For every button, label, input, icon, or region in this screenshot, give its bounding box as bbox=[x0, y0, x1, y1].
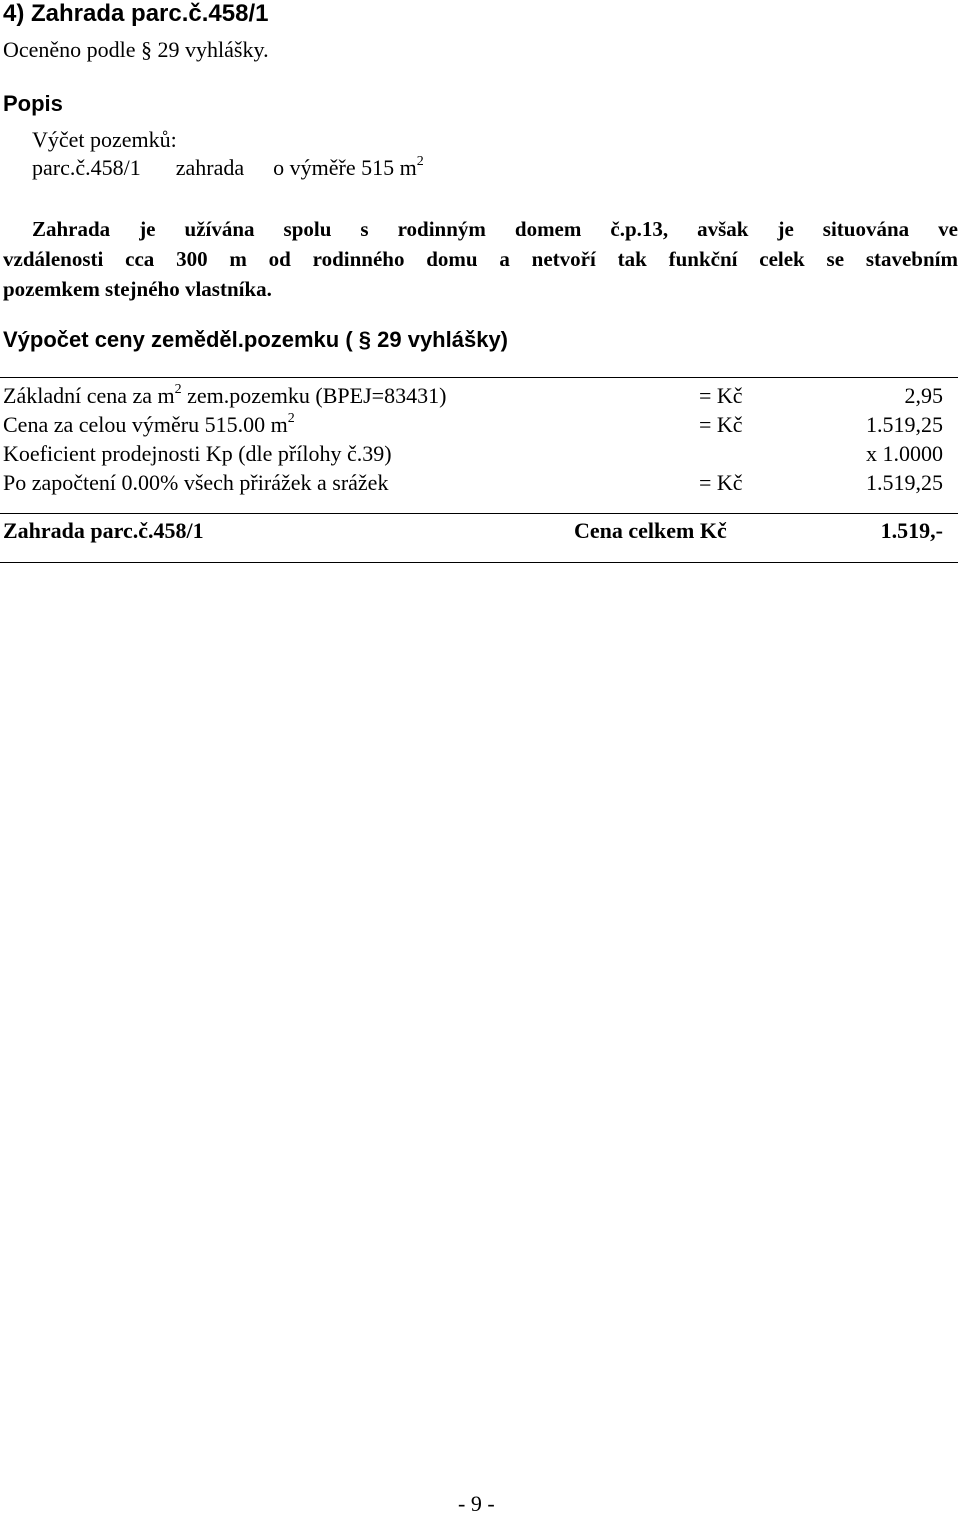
parcel-area: o výměře 515 m bbox=[273, 155, 417, 180]
row-value: 1.519,25 bbox=[866, 470, 943, 495]
row-value: 1.519,25 bbox=[866, 412, 943, 437]
row-label: Základní cena za $m^2$ zem.pozemku (BPEJ=83431) bbox=[3, 381, 447, 408]
calc-row-coefficient bbox=[3, 441, 943, 470]
calc-row-total-area-price bbox=[3, 412, 943, 441]
row-label: Cena za celou výměru 515.00 $m^2$ bbox=[3, 410, 295, 437]
parcel-type: zahrada bbox=[175, 155, 245, 180]
row-currency: = Kč bbox=[699, 412, 743, 437]
description-line: Zahrada je užívána spolu s rodinným domem č.p.13, avšak je situována ve bbox=[32, 217, 958, 241]
table-bottom-rule bbox=[0, 562, 958, 563]
table-top-rule bbox=[0, 377, 958, 378]
section-title: 4) Zahrada parc.č.458/1 bbox=[3, 0, 269, 27]
total-price-label: Cena celkem Kč bbox=[574, 518, 727, 543]
table-total-rule bbox=[0, 513, 958, 514]
total-value: 1.519,- bbox=[880, 518, 943, 543]
row-label: Po započtení 0.00% všech přirážek a srážek bbox=[3, 470, 389, 495]
page-number: - 9 - bbox=[458, 1491, 495, 1516]
calculation-heading: Výpočet ceny zeměděl.pozemku ( § 29 vyhlášky) bbox=[3, 327, 509, 352]
section-subtitle: Oceněno podle § 29 vyhlášky. bbox=[3, 37, 269, 62]
row-currency: = Kč bbox=[699, 470, 743, 495]
row-currency: = Kč bbox=[699, 383, 743, 408]
calc-row-base-price bbox=[3, 383, 943, 412]
popis-heading: Popis bbox=[3, 91, 63, 116]
row-value: x 1.0000 bbox=[866, 441, 943, 466]
parcel-area-unit-sup: 2 bbox=[416, 153, 424, 169]
row-label: Koeficient prodejnosti Kp (dle přílohy č.39) bbox=[3, 441, 392, 466]
calc-row-adjusted bbox=[3, 470, 943, 499]
row-value: 2,95 bbox=[904, 383, 943, 408]
parcel-description bbox=[3, 214, 958, 304]
total-label: Zahrada parc.č.458/1 bbox=[3, 518, 204, 543]
calc-total-row bbox=[3, 518, 943, 547]
description-line: pozemkem stejného vlastníka. bbox=[3, 277, 272, 301]
description-line: vzdálenosti cca 300 m od rodinného domu a netvoří tak funkční celek se stavebním bbox=[3, 247, 958, 271]
parcel-id: parc.č.458/1 bbox=[32, 155, 141, 180]
parcel-list-label: Výčet pozemků: bbox=[32, 127, 177, 152]
parcel-list-item bbox=[32, 155, 424, 181]
